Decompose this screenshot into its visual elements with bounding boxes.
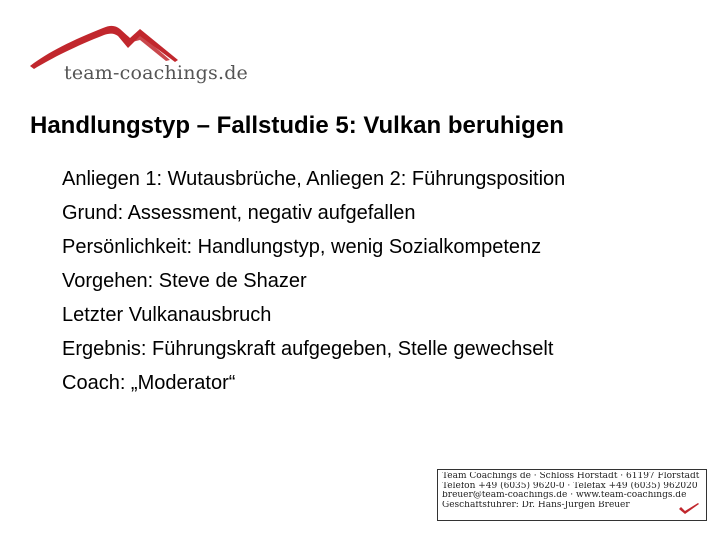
bullet-item: Grund: Assessment, negativ aufgefallen — [62, 202, 416, 224]
slide-title: Handlungstyp – Fallstudie 5: Vulkan beruhigen — [30, 112, 564, 139]
footer-address-line: Team Coachings de · Schloss Horstadt · 61197 Florstadt — [442, 472, 700, 481]
bullet-item: Letzter Vulkanausbruch — [62, 304, 272, 326]
logo-text: team-coachings.de — [64, 62, 249, 84]
bullet-list — [62, 162, 565, 400]
bullet-item: Coach: „Moderator“ — [62, 372, 236, 394]
company-logo — [28, 22, 249, 92]
bullet-item: Persönlichkeit: Handlungstyp, wenig Sozialkompetenz — [62, 236, 542, 258]
red-check-icon — [678, 502, 700, 516]
footer-phone-line: Telefon +49 (6035) 9620-0 · Telefax +49 (6035) 962020 — [442, 481, 698, 491]
footer-contact-box — [437, 469, 707, 521]
footer-manager-line: Geschäftsführer: Dr. Hans-Jürgen Breuer — [442, 500, 630, 510]
footer-web-line: breuer@team-coachings.de · www.team-coachings.de — [442, 491, 687, 500]
bullet-item: Anliegen 1: Wutausbrüche, Anliegen 2: Führungsposition — [62, 168, 566, 190]
bullet-item: Vorgehen: Steve de Shazer — [62, 270, 307, 292]
bullet-item: Ergebnis: Führungskraft aufgegeben, Stelle gewechselt — [62, 338, 554, 360]
